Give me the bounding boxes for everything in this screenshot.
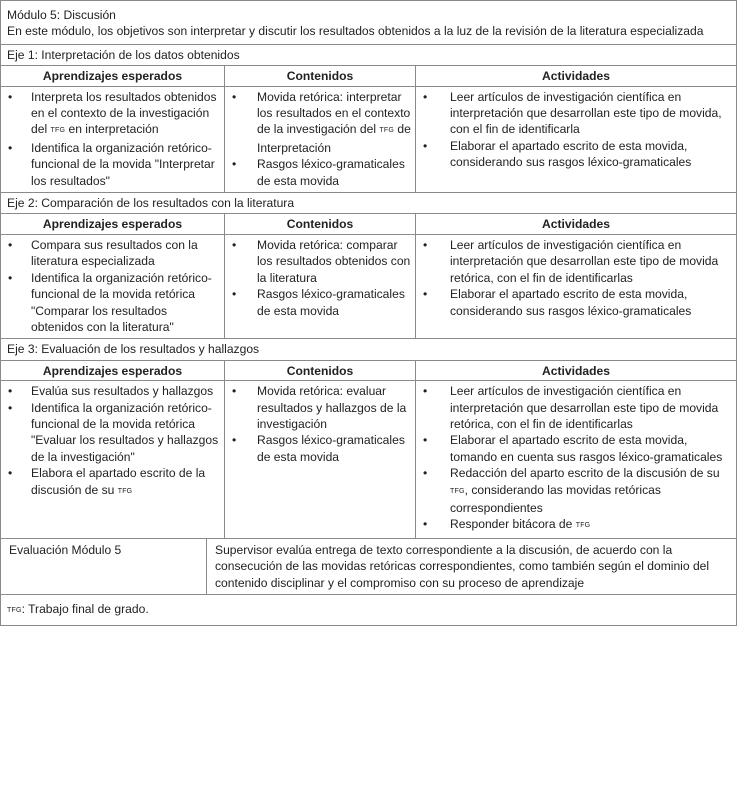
column-header-aprendizajes: Aprendizajes esperados [1, 214, 225, 233]
column-header-row [1, 66, 736, 86]
item-text: Identifica la organización retórico-funcional de la movida "Interpretar los resultados" [31, 140, 215, 188]
column-header-aprendizajes: Aprendizajes esperados [1, 361, 225, 380]
item-text: Movida retórica: comparar los resultados obtenidos con la literatura [257, 237, 411, 285]
item-text: Elaborar el apartado escrito de esta movida, tomando en cuenta sus rasgos léxico-gramaticales [450, 433, 723, 464]
evaluation-text: Supervisor evalúa entrega de texto correspondiente a la discusión, de acuerdo con la consecución de las movidas retóricas correspondientes, como también según el dominio del contenido disciplinar y el compromiso con su proceso de aprendizaje [215, 542, 710, 590]
column-header-aprendizajes: Aprendizajes esperados [1, 66, 225, 85]
bullet-list [225, 87, 415, 192]
evaluation-row [1, 539, 736, 595]
bullet-item [420, 237, 732, 286]
module-objective: En este módulo, los objetivos son interpretar y discutir los resultados obtenidos a la luz de la revisión de la literatura especializada [7, 24, 704, 39]
cell-actividades [416, 87, 736, 192]
abbr-tfg: TFG [450, 487, 465, 495]
cell-contenidos [225, 381, 416, 538]
bullet-item [5, 270, 220, 336]
column-header-row [1, 214, 736, 234]
footnote [1, 595, 736, 626]
bullet-item [5, 140, 220, 189]
eje-body [1, 381, 736, 539]
item-text: Leer artículos de investigación científica en interpretación que desarrollan este tipo de movida retórica, con el fin de identificarlas [450, 237, 719, 285]
item-text: Evalúa sus resultados y hallazgos [31, 384, 214, 399]
cell-aprendizajes [1, 87, 225, 192]
bullet-item [420, 89, 732, 138]
eje-title: Eje 2: Comparación de los resultados con la literatura [1, 193, 736, 214]
bullet-item [229, 286, 411, 319]
eje-body [1, 235, 736, 339]
bullet-item [229, 156, 411, 189]
item-text: Identifica la organización retórico-funcional de la movida retórica "Evaluar los resultados y hallazgos de la investigación" [31, 400, 219, 464]
column-header-row [1, 361, 736, 381]
bullet-list [416, 381, 736, 538]
footnote-text: : Trabajo final de grado. [21, 602, 149, 616]
cell-actividades [416, 381, 736, 538]
bullet-item [420, 138, 732, 171]
item-text: Compara sus resultados con la literatura especializada [31, 237, 198, 269]
eje-title: Eje 1: Interpretación de los datos obtenidos [1, 45, 736, 66]
item-text: Redacción del aparto escrito de la discusión de su [450, 466, 720, 481]
column-header-contenidos: Contenidos [225, 361, 416, 380]
bullet-item [5, 237, 220, 270]
column-header-actividades: Actividades [542, 69, 610, 84]
bullet-list [1, 235, 224, 338]
eje-title: Eje 3: Evaluación de los resultados y hallazgos [1, 339, 736, 360]
bullet-item [420, 432, 732, 465]
cell-contenidos [225, 87, 416, 192]
item-text: Elabora el apartado escrito de la discusión de su [31, 466, 206, 497]
footnote-abbr: TFG [7, 607, 22, 614]
column-header-contenidos: Contenidos [225, 66, 416, 85]
bullet-list [225, 381, 415, 468]
bullet-item [5, 400, 220, 466]
item-text: Elaborar el apartado escrito de esta movida, considerando sus rasgos léxico-gramaticales [450, 287, 692, 318]
bullet-item [5, 383, 220, 399]
abbr-tfg: TFG [117, 487, 133, 495]
module-title: Módulo 5: Discusión [7, 8, 116, 22]
ejes-section [1, 45, 736, 539]
cell-aprendizajes [1, 381, 225, 538]
cell-actividades [416, 235, 736, 338]
column-header-actividades: Actividades [542, 363, 610, 378]
bullet-list [225, 235, 415, 322]
evaluation-label: Evaluación Módulo 5 [1, 539, 207, 594]
cell-aprendizajes [1, 235, 225, 338]
item-text: Identifica la organización retórico-funcional de la movida retórica "Comparar los resultados obtenidos con la literatura" [31, 270, 212, 334]
item-text: Leer artículos de investigación científica en interpretación que desarrollan este tipo de movida, con el fin de identificarla [450, 89, 722, 137]
cell-contenidos [225, 235, 416, 338]
bullet-item [420, 516, 732, 534]
eje-body [1, 87, 736, 193]
item-text: Elaborar el apartado escrito de esta movida, considerando sus rasgos léxico-gramaticales [450, 138, 692, 170]
bullet-item [5, 89, 220, 140]
bullet-item [229, 383, 411, 432]
item-text: Rasgos léxico-gramaticales de esta movida [257, 157, 405, 188]
item-text: Rasgos léxico-gramaticales de esta movida [257, 433, 405, 464]
bullet-list [1, 381, 224, 503]
bullet-item [229, 432, 411, 465]
bullet-list [416, 87, 736, 174]
item-text: Leer artículos de investigación científica en interpretación que desarrollan este tipo de movida retórica, con el fin de identificarlas [450, 384, 719, 431]
abbr-tfg: TFG [50, 127, 66, 135]
item-text-tail: , considerando las movidas retóricas correspondientes [450, 482, 661, 515]
item-text: Movida retórica: evaluar resultados y hallazgos de la investigación [257, 384, 407, 431]
bullet-list [416, 235, 736, 322]
bullet-item [229, 89, 411, 157]
bullet-item [5, 465, 220, 500]
item-text: Rasgos léxico-gramaticales de esta movida [257, 287, 405, 318]
item-text-tail: en interpretación [65, 122, 159, 137]
item-text: Movida retórica: interpretar los resultados en el contexto de la investigación del [257, 89, 411, 137]
abbr-tfg: TFG [575, 522, 591, 530]
module-header [1, 1, 736, 45]
bullet-list [1, 87, 224, 192]
abbr-tfg: TFG [379, 127, 394, 135]
column-header-contenidos: Contenidos [225, 214, 416, 233]
column-header-actividades: Actividades [542, 217, 610, 232]
item-text: Responder bitácora de [450, 517, 576, 532]
item-text: Interpreta los resultados obtenidos en el contexto de la investigación del [31, 89, 217, 137]
bullet-item [420, 465, 732, 516]
bullet-item [420, 383, 732, 432]
bullet-item [420, 286, 732, 319]
bullet-item [229, 237, 411, 286]
item-text-tail: de Interpretación [257, 122, 411, 155]
